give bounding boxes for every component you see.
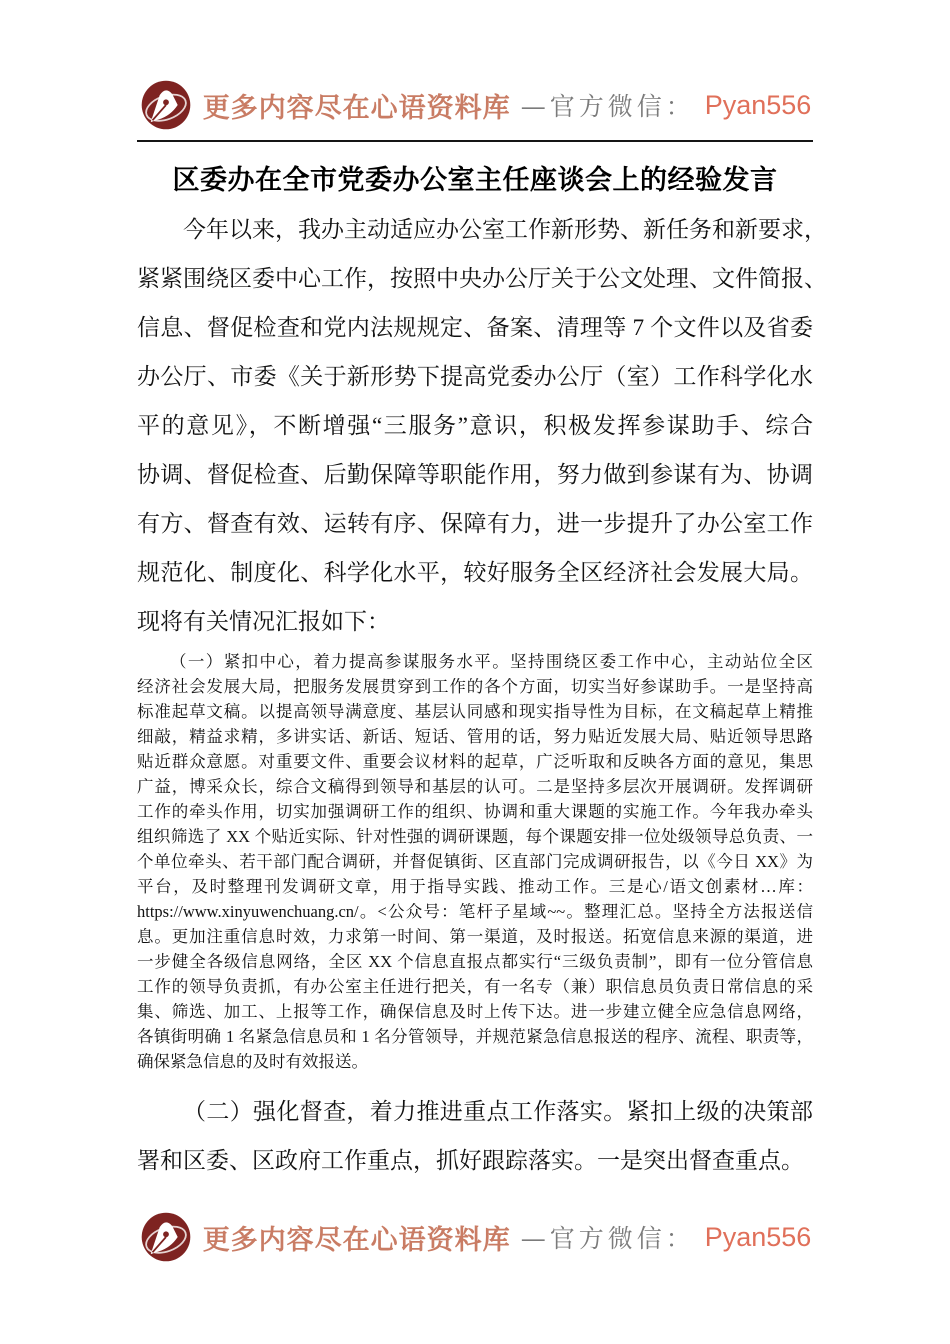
paragraph-line: 一步健全各级信息网络，全区 XX 个信息直报点都实行“三级负责制”，即有一位分管信息 [137,952,813,971]
header-divider-line [137,140,813,142]
paragraph-line: 署和区委、区政府工作重点，抓好跟踪落实。一是突出督查重点。 [137,1148,804,1173]
banner-separator-text: —官方微信： [520,92,695,121]
opening-paragraph [137,205,827,646]
paragraph-line: 平的意见》，不断增强“三服务”意识，积极发挥参谋助手、综合 [137,413,813,438]
banner-wechat-id: Pyan556 [704,1221,812,1252]
paragraph-line: 信息、督促检查和党内法规规定、备案、清理等 7 个文件以及省委 [137,315,813,340]
pen-nib-circle-icon [139,78,193,132]
paragraph-line: 确保紧急信息的及时有效报送。 [137,1052,368,1071]
paragraph-line: 协调、督促检查、后勤保障等职能作用，努力做到参谋有为、协调 [137,462,813,487]
paragraph-line: 经济社会发展大局，把服务发展贯穿到工作的各个方面，切实当好参谋助手。一是坚持高 [137,677,813,696]
section-one-paragraph [137,649,813,1074]
paragraph-line: 个单位牵头、若干部门配合调研，并督促镇街、区直部门完成调研报告，以《今日 XX》为 [137,852,813,871]
paragraph-line: （一）紧扣中心，着力提高参谋服务水平。坚持围绕区委工作中心，主动站位全区 [170,652,813,671]
paragraph-line: 各镇街明确 1 名紧急信息员和 1 名分管领导，并规范紧急信息报送的程序、流程、职责等， [137,1027,813,1046]
paragraph-line: 规范化、制度化、科学化水平，较好服务全区经济社会发展大局。 [137,560,813,585]
paragraph-line: 办公厅、市委《关于新形势下提高党委办公厅（室）工作科学化水 [137,364,813,389]
footer [0,1208,950,1266]
paragraph-line: 标准起草文稿。以提高领导满意度、基层认同感和现实指导性为目标，在文稿起草上精推 [137,702,813,721]
paragraph-line: 息。更加注重信息时效，力求第一时间、第一渠道，及时报送。拓宽信息来源的渠道，进 [137,927,813,946]
paragraph-line: 组织筛选了 XX 个贴近实际、针对性强的调研课题，每个课题安排一位处级领导总负责、一 [137,827,813,846]
paragraph-line: 紧紧围绕区委中心工作，按照中央办公厅关于公文处理、文件简报、 [137,266,827,291]
paragraph-line: 贴近群众意愿。对重要文件、重要会议材料的起草，广泛听取和反映各方面的意见，集思 [137,752,813,771]
paragraph-line: 现将有关情况汇报如下： [137,609,390,634]
paragraph-line: 工作的领导负责抓，有办公室主任进行把关，有一名专（兼）职信息员负责日常信息的采 [137,977,813,996]
paragraph-line: 有方、督查有效、运转有序、保障有力，进一步提升了办公室工作 [137,511,813,536]
header-banner [137,76,813,134]
banner-separator-text: —官方微信： [520,1224,695,1253]
paragraph-line: 平台，及时整理刊发调研文章，用于指导实践、推动工作。三是心/语文创素材…库： [137,877,813,896]
paragraph-line: 集、筛选、加工、上报等工作，确保信息及时上传下达。进一步建立健全应急信息网络， [137,1002,813,1021]
paragraph-line: （二）强化督查，着力推进重点工作落实。紧扣上级的决策部 [183,1099,813,1124]
paragraph-line: https://www.xinyuwenchuang.cn/。<公众号：笔杆子星域~~。整理汇总。坚持全方法报送信 [137,902,813,921]
paragraph-line: 细敲，精益求精，多讲实话、新话、短话、管用的话，努力贴近发展大局、贴近领导思路 [137,727,813,746]
banner-wechat-id: Pyan556 [704,89,812,120]
banner-brand-text: 更多内容尽在心语资料库 [202,1224,511,1255]
paragraph-line: 工作的牵头作用，切实加强调研工作的组织、协调和重大课题的实施工作。今年我办牵头 [137,802,813,821]
paragraph-line: 今年以来，我办主动适应办公室工作新形势、新任务和新要求， [183,217,827,242]
banner-brand-text: 更多内容尽在心语资料库 [202,92,511,123]
pen-nib-circle-icon [139,1210,193,1264]
footer-banner [0,1208,950,1266]
paragraph-line: 广益，博采众长，综合文稿得到领导和基层的认可。二是坚持多层次开展调研。发挥调研 [137,777,813,796]
section-two-paragraph [137,1087,813,1185]
document-title: 区委办在全市党委办公室主任座谈会上的经验发言 [172,165,778,195]
